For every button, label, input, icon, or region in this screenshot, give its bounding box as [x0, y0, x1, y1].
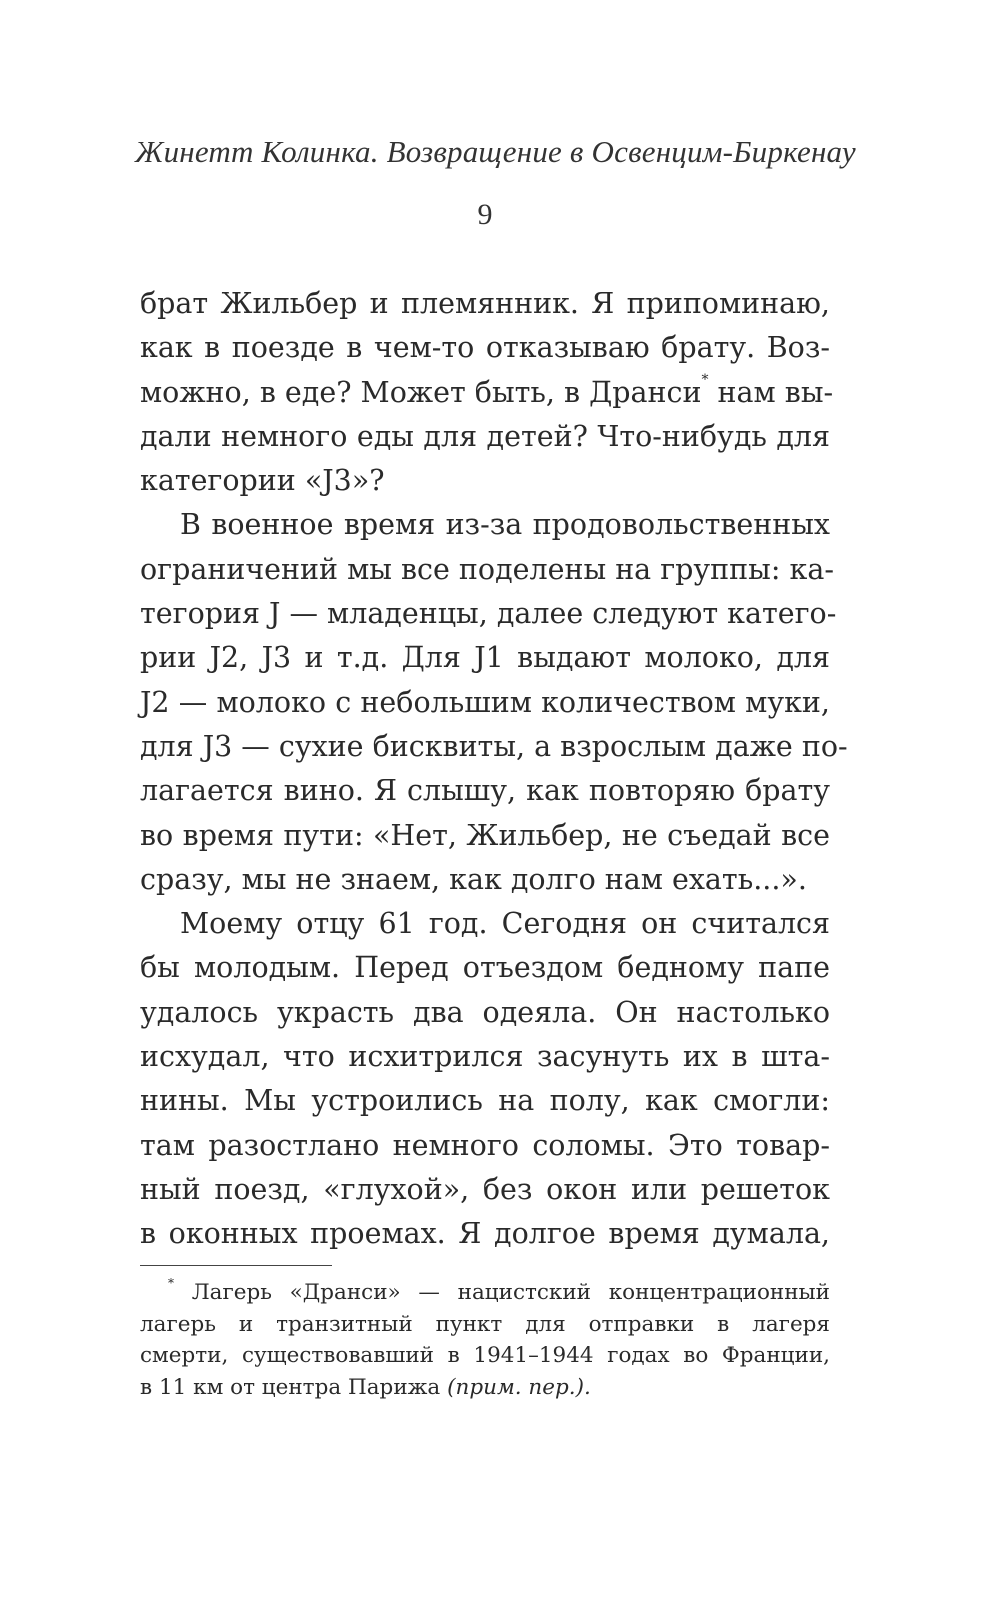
translator-note: (прим. пер.).	[447, 1374, 591, 1400]
footnote-line	[140, 1277, 830, 1309]
body-text	[140, 282, 848, 1257]
footnote-marker[interactable]: *	[701, 371, 709, 388]
footnote-line: лагерь и транзитный пункт для отправки в лагеря	[140, 1311, 830, 1337]
footnote-line: смерти, существовавший в 1941–1944 годах во Франции,	[140, 1343, 830, 1368]
text-line: для J3 — сухие бисквиты, а взрослым даже по-	[140, 729, 848, 763]
text-line	[140, 371, 834, 415]
text-line: категории «J3»?	[140, 464, 385, 498]
text-line: дали немного еды для детей? Что-нибудь для	[140, 419, 830, 453]
text-line: В военное время из-за продовольственных	[180, 508, 830, 542]
text-line: сразу, мы не знаем, как долго нам ехать...».	[140, 862, 807, 896]
text-line: тегория J — младенцы, далее следуют катего-	[140, 597, 837, 631]
text-line: удалось украсть два одеяла. Он настолько	[140, 995, 830, 1029]
text-line: как в поезде в чем-то отказываю брату. Воз-	[140, 331, 830, 365]
text-fragment: можно, в еде? Может быть, в Дранси	[140, 375, 702, 409]
text-line: исхудал, что исхитрился засунуть их в шта-	[140, 1040, 830, 1074]
running-head-author: Жинетт Колинка.	[135, 134, 379, 169]
footnote-divider	[140, 1265, 332, 1266]
text-line: рии J2, J3 и т.д. Для J1 выдают молоко, для	[140, 641, 830, 675]
footnote-marker: *	[168, 1276, 174, 1290]
text-line: лагается вино. Я слышу, как повторяю брату	[140, 774, 830, 808]
running-head-title: Возвращение в Освенцим-Биркенау	[386, 134, 856, 169]
text-fragment: нам вы-	[708, 375, 834, 409]
footnote-line	[140, 1372, 830, 1404]
text-line: ный поезд, «глухой», без окон или решеток	[140, 1172, 830, 1206]
footnote	[140, 1277, 830, 1403]
page-number: 9	[477, 198, 493, 231]
text-line: брат Жильбер и племянник. Я припоминаю,	[140, 287, 830, 320]
text-line: бы молодым. Перед отъездом бедному папе	[140, 951, 830, 985]
footnote-text: в 11 км от центра Парижа	[140, 1374, 448, 1400]
text-line: там разостлано немного соломы. Это товар-	[140, 1128, 830, 1162]
text-line: во время пути: «Нет, Жильбер, не съедай все	[140, 818, 830, 852]
text-line: нины. Мы устроились на полу, как смогли:	[140, 1084, 830, 1118]
text-line: в оконных проемах. Я долгое время думала,	[140, 1217, 830, 1251]
running-head	[135, 134, 856, 170]
text-line: J2 — молоко с небольшим количеством муки,	[140, 685, 830, 719]
text-line: ограничений мы все поделены на группы: ка-	[140, 552, 834, 586]
footnote-text: Лагерь «Дранси» — нацистский концентрационный	[174, 1280, 830, 1305]
text-line: Моему отцу 61 год. Сегодня он считался	[180, 907, 830, 941]
